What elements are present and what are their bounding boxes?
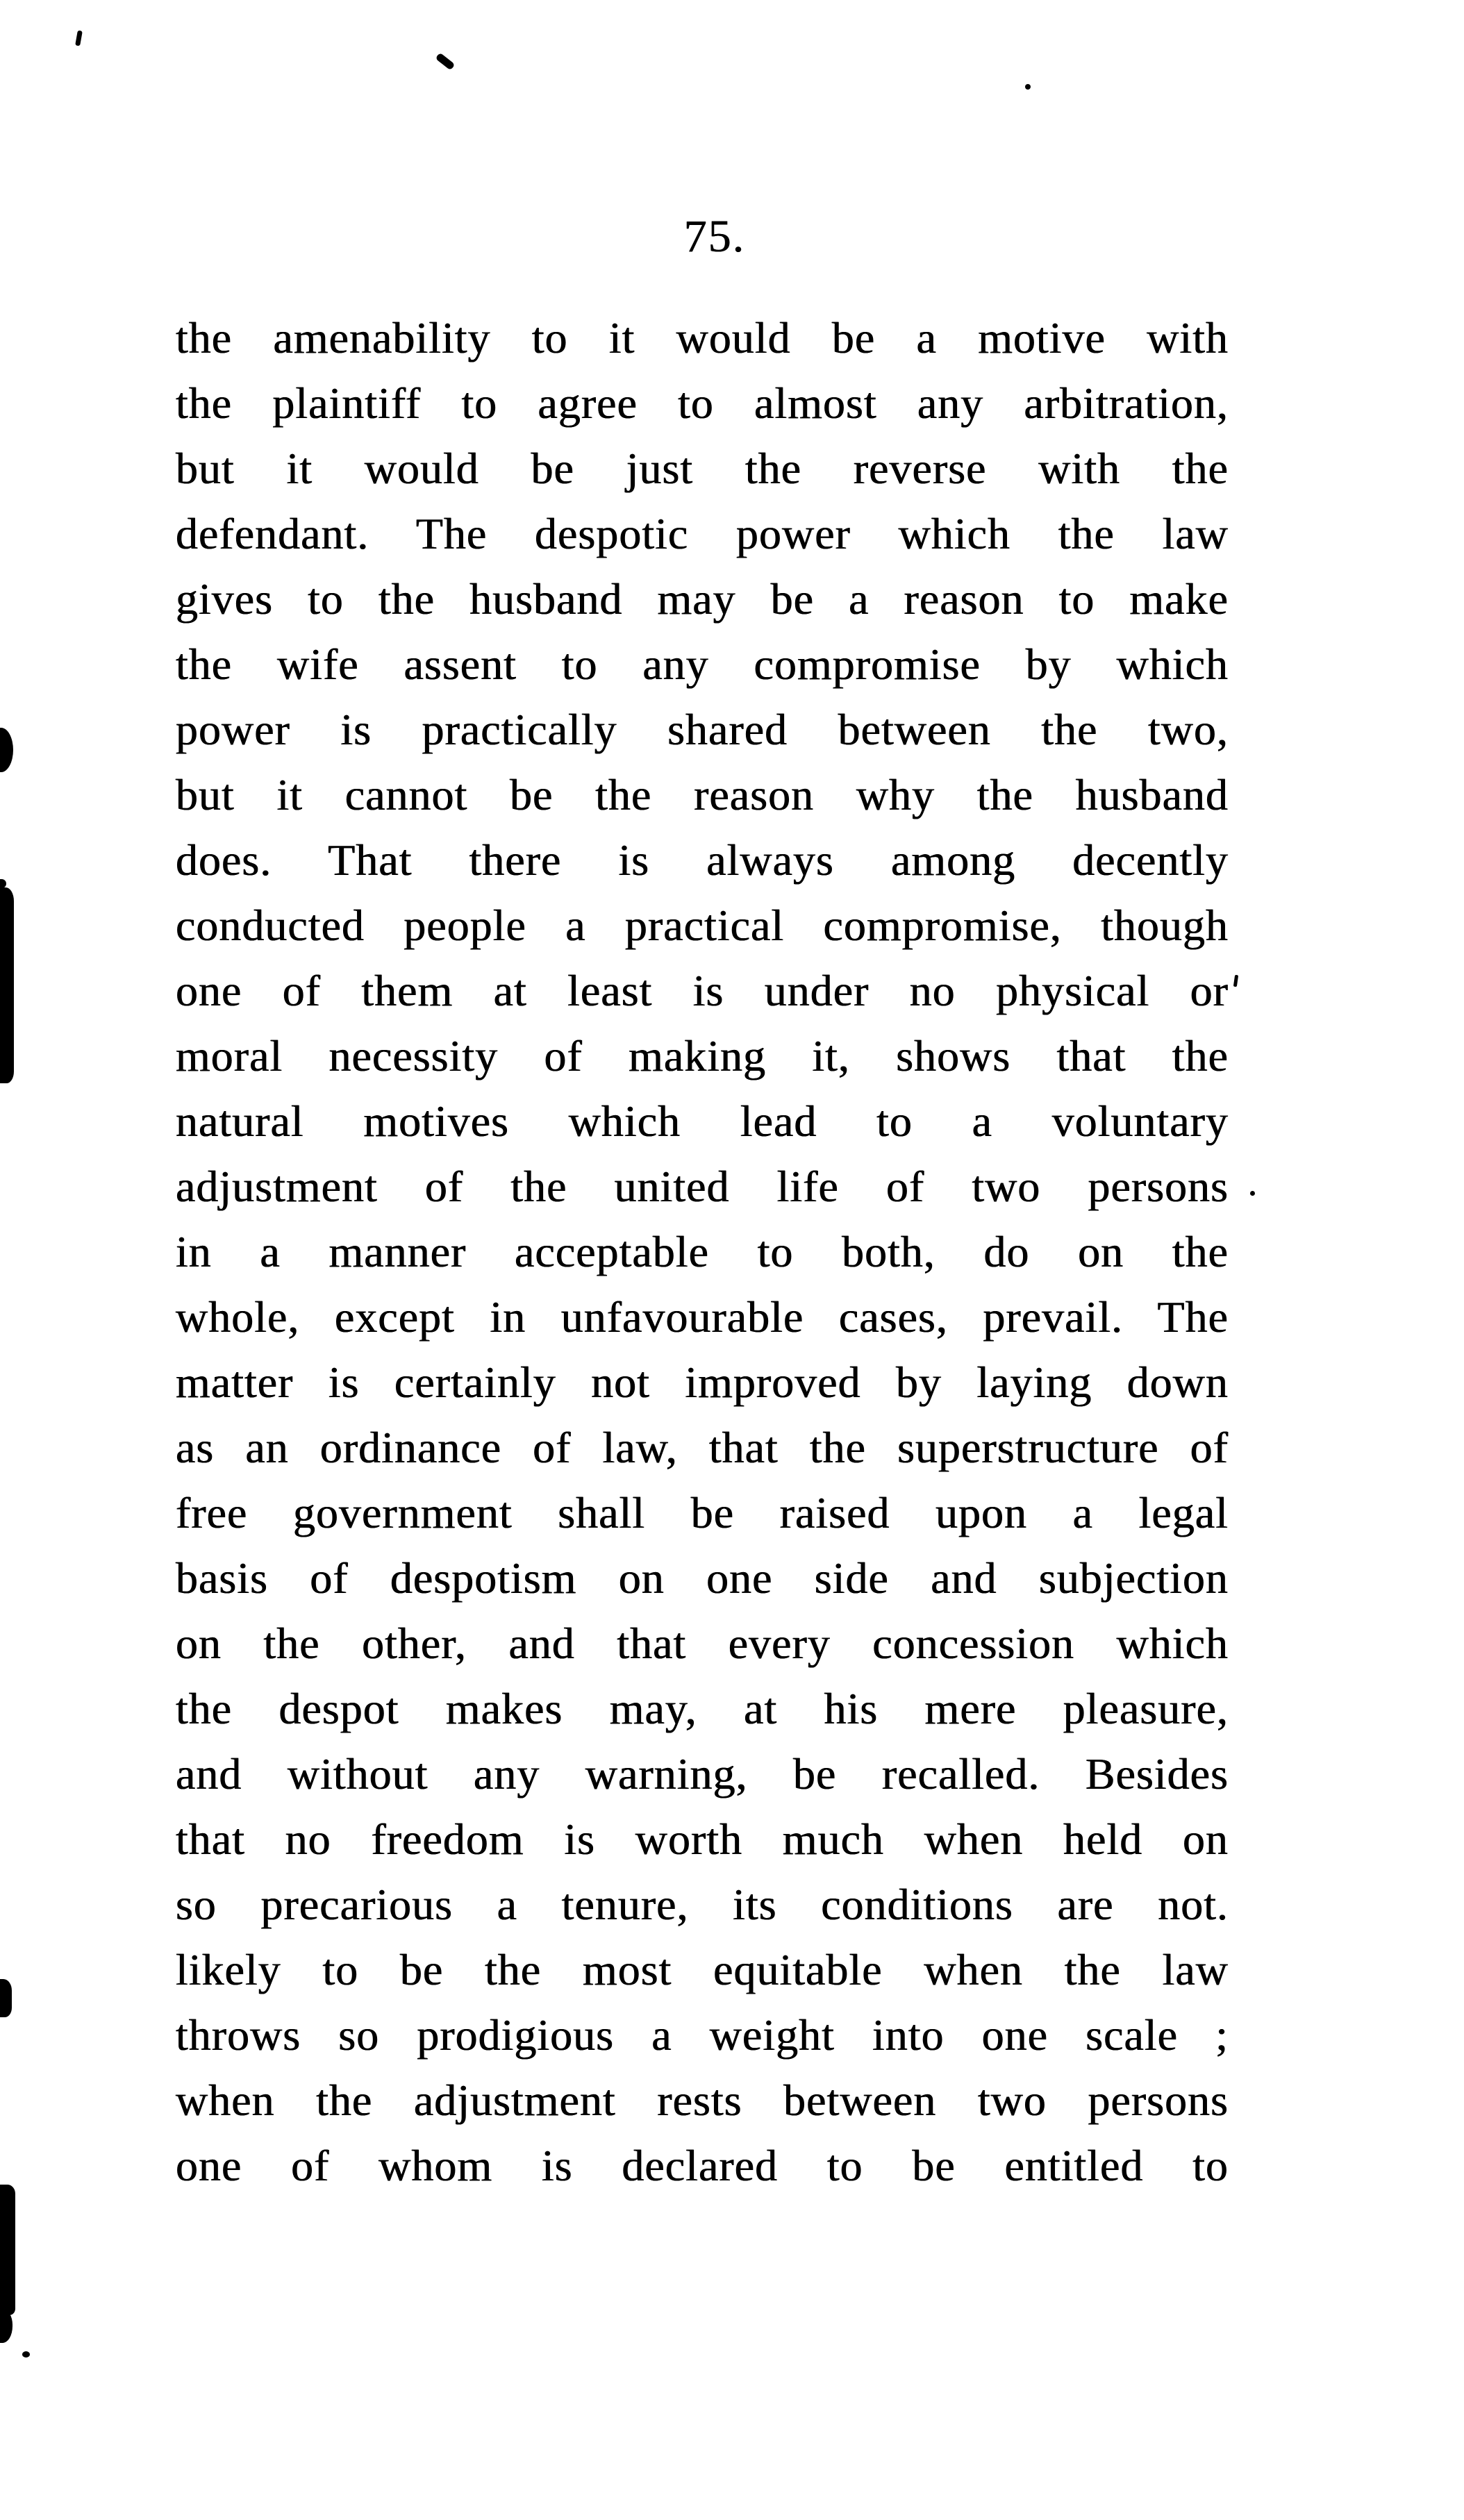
text-line: one of them at least is under no physical or bbox=[176, 966, 1229, 1015]
ink-bar-left-d bbox=[0, 2185, 15, 2315]
diagonal-ink-stroke-top bbox=[435, 53, 456, 71]
text-line: when the adjustment rests between two persons bbox=[176, 2076, 1229, 2125]
ink-mark-left-c bbox=[0, 1979, 12, 2017]
text-line: on the other, and that every concession which bbox=[176, 1619, 1229, 1668]
text-line: moral necessity of making it, shows that the bbox=[176, 1031, 1229, 1080]
text-line: conducted people a practical compromise, though bbox=[176, 901, 1229, 950]
text-line: and without any warning, be recalled. Besides bbox=[176, 1749, 1229, 1799]
ink-dot-bottom-left bbox=[22, 2351, 30, 2358]
text-line: one of whom is declared to be entitled to bbox=[176, 2141, 1229, 2190]
text-line: does. That there is always among decently bbox=[176, 835, 1229, 885]
ink-blob-left-a bbox=[0, 728, 13, 772]
text-line: whole, except in unfavourable cases, prevail. The bbox=[176, 1292, 1229, 1342]
text-line: likely to be the most equitable when the law bbox=[176, 1945, 1229, 1994]
text-line: but it would be just the reverse with the bbox=[176, 444, 1229, 493]
text-line: throws so prodigious a weight into one scale ; bbox=[176, 2010, 1229, 2060]
ink-dot-after-persons bbox=[1250, 1191, 1255, 1196]
text-line: power is practically shared between the two, bbox=[176, 705, 1229, 754]
text-line: free government shall be raised upon a legal bbox=[176, 1488, 1229, 1537]
body-text bbox=[176, 306, 1229, 2198]
text-line: that no freedom is worth much when held on bbox=[176, 1814, 1229, 1864]
text-line: basis of despotism on one side and subjection bbox=[176, 1553, 1229, 1603]
text-line: natural motives which lead to a voluntary bbox=[176, 1096, 1229, 1146]
text-line: adjustment of the united life of two persons bbox=[176, 1162, 1229, 1211]
ink-dot-top-right bbox=[1025, 84, 1031, 90]
apostrophe-mark-top-left bbox=[75, 31, 83, 47]
text-line: matter is certainly not improved by laying down bbox=[176, 1358, 1229, 1407]
text-line: in a manner acceptable to both, do on the bbox=[176, 1227, 1229, 1276]
text-line: defendant. The despotic power which the law bbox=[176, 509, 1229, 558]
text-line: the plaintiff to agree to almost any arbitration, bbox=[176, 378, 1229, 428]
text-line: so precarious a tenure, its conditions are not. bbox=[176, 1880, 1229, 1929]
text-line: but it cannot be the reason why the husband bbox=[176, 770, 1229, 819]
text-line: the wife assent to any compromise by which bbox=[176, 640, 1229, 689]
text-line: the amenability to it would be a motive with bbox=[176, 313, 1229, 362]
text-line: the despot makes may, at his mere pleasure, bbox=[176, 1684, 1229, 1733]
text-line: as an ordinance of law, that the superstructure of bbox=[176, 1423, 1229, 1472]
text-line: gives to the husband may be a reason to make bbox=[176, 574, 1229, 624]
ink-tick-after-or bbox=[1233, 975, 1238, 987]
ink-bar-left-b bbox=[0, 887, 14, 1083]
page-number: 75. bbox=[683, 211, 746, 262]
